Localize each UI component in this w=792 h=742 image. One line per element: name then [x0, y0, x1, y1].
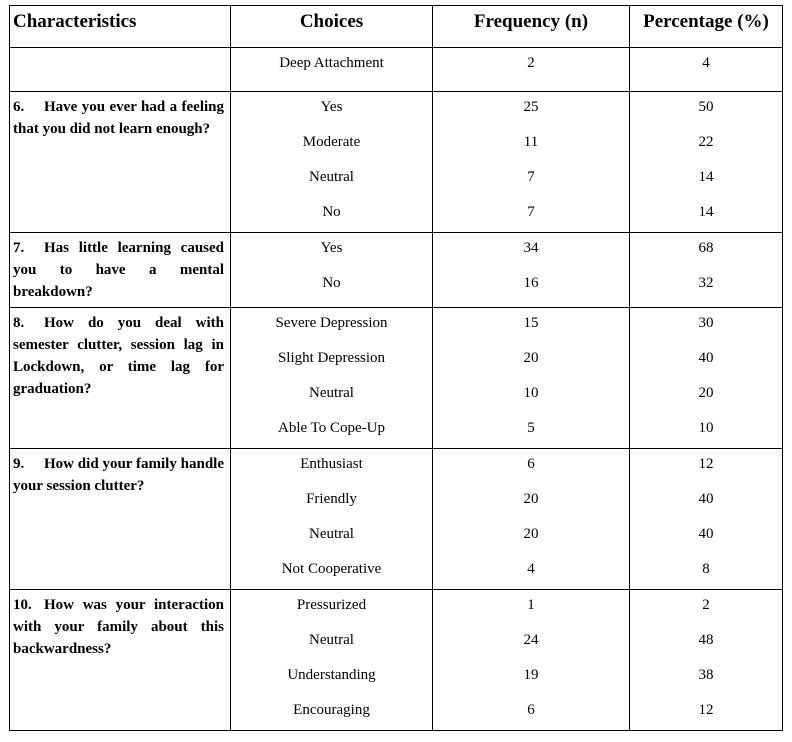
question-text: How did your family handle your session clutter?	[13, 456, 224, 494]
percentage-value: 40	[698, 350, 714, 366]
question-number: 8.	[13, 315, 25, 331]
question-cell	[10, 308, 231, 449]
header-row	[10, 6, 783, 48]
question-cell	[10, 590, 231, 731]
percentage-cell	[630, 92, 783, 233]
choices-value: Yes	[320, 99, 343, 115]
percentage-value: 22	[698, 134, 714, 150]
choices-cell	[231, 233, 433, 308]
percentage-value: 50	[698, 99, 714, 115]
question-cell	[10, 92, 231, 233]
percentage-value: 40	[698, 526, 714, 542]
choices-cell	[231, 308, 433, 449]
choices-value: Neutral	[309, 526, 354, 542]
percentage-value: 12	[698, 456, 714, 472]
frequency-value: 15	[523, 315, 539, 331]
percentage-value: 20	[698, 385, 714, 401]
percentage-value: 14	[698, 169, 714, 185]
choices-value: Yes	[320, 240, 343, 256]
choices-value: Enthusiast	[300, 456, 363, 472]
frequency-value: 25	[523, 99, 539, 115]
frequency-cell	[433, 92, 630, 233]
frequency-value: 5	[527, 420, 535, 436]
percentage-value: 40	[698, 491, 714, 507]
choices-cell	[231, 48, 433, 92]
choices-value: Neutral	[309, 385, 354, 401]
table-row	[10, 590, 783, 731]
percentage-value: 12	[698, 702, 714, 718]
question-text: Have you ever had a feeling that you did not learn enough?	[13, 99, 224, 137]
table-row	[10, 308, 783, 449]
frequency-cell	[433, 590, 630, 731]
percentage-value: 8	[702, 561, 710, 577]
frequency-value: 11	[523, 134, 539, 150]
frequency-value: 7	[527, 204, 535, 220]
choices-value: No	[322, 204, 341, 220]
choices-value: Slight Depression	[277, 350, 386, 366]
percentage-cell	[630, 590, 783, 731]
frequency-value: 6	[527, 702, 535, 718]
frequency-value: 20	[523, 350, 539, 366]
frequency-cell	[433, 48, 630, 92]
frequency-value: 7	[527, 169, 535, 185]
percentage-cell	[630, 48, 783, 92]
table-row	[10, 449, 783, 590]
table-row	[10, 48, 783, 92]
table-row	[10, 233, 783, 308]
question-number: 10.	[13, 597, 32, 613]
frequency-cell	[433, 308, 630, 449]
percentage-cell	[630, 449, 783, 590]
choices-value: Pressurized	[296, 597, 367, 613]
percentage-value: 10	[698, 420, 714, 436]
frequency-value: 6	[527, 456, 535, 472]
frequency-cell	[433, 233, 630, 308]
choices-value: Neutral	[309, 632, 354, 648]
percentage-cell	[630, 308, 783, 449]
percentage-value: 48	[698, 632, 714, 648]
choices-value: Not Cooperative	[281, 561, 382, 577]
frequency-value: 2	[527, 55, 535, 71]
frequency-value: 10	[523, 385, 539, 401]
choices-value: No	[322, 275, 341, 291]
percentage-value: 68	[698, 240, 714, 256]
percentage-value: 2	[702, 597, 710, 613]
question-cell	[10, 449, 231, 590]
percentage-value: 14	[698, 204, 714, 220]
choices-value: Severe Depression	[275, 315, 388, 331]
question-number: 9.	[13, 456, 25, 472]
frequency-value: 1	[527, 597, 535, 613]
question-number: 7.	[13, 240, 25, 256]
frequency-value: 20	[523, 526, 539, 542]
question-text: How do you deal with semester clutter, session lag in Lockdown, or time lag for graduation?	[13, 315, 224, 397]
percentage-value: 30	[698, 315, 714, 331]
choices-value: Encouraging	[293, 702, 370, 718]
choices-value: Friendly	[306, 491, 357, 507]
frequency-value: 20	[523, 491, 539, 507]
choices-cell	[231, 590, 433, 731]
percentage-value: 32	[698, 275, 714, 291]
frequency-value: 16	[523, 275, 539, 291]
header-frequency: Frequency (n)	[433, 6, 630, 48]
choices-value: Moderate	[302, 134, 361, 150]
header-percentage: Percentage (%)	[630, 6, 783, 48]
question-cell	[10, 48, 231, 92]
question-number: 6.	[13, 99, 25, 115]
choices-value: Understanding	[287, 667, 376, 683]
survey-table	[9, 5, 783, 731]
choices-value: Able To Cope-Up	[278, 420, 385, 436]
question-text: How was your interaction with your family about this backwardness?	[13, 597, 224, 657]
choices-value: Neutral	[309, 169, 354, 185]
question-cell	[10, 233, 231, 308]
percentage-value: 4	[702, 55, 710, 71]
table-body	[10, 48, 783, 731]
frequency-value: 24	[523, 632, 539, 648]
table-row	[10, 92, 783, 233]
choices-value: Deep Attachment	[279, 55, 384, 71]
choices-cell	[231, 449, 433, 590]
header-characteristics: Characteristics	[10, 6, 231, 48]
percentage-cell	[630, 233, 783, 308]
frequency-value: 34	[523, 240, 539, 256]
question-text: Has little learning caused you to have a mental breakdown?	[13, 240, 224, 300]
frequency-value: 4	[527, 561, 535, 577]
header-choices: Choices	[231, 6, 433, 48]
frequency-value: 19	[523, 667, 539, 683]
percentage-value: 38	[698, 667, 714, 683]
choices-cell	[231, 92, 433, 233]
frequency-cell	[433, 449, 630, 590]
